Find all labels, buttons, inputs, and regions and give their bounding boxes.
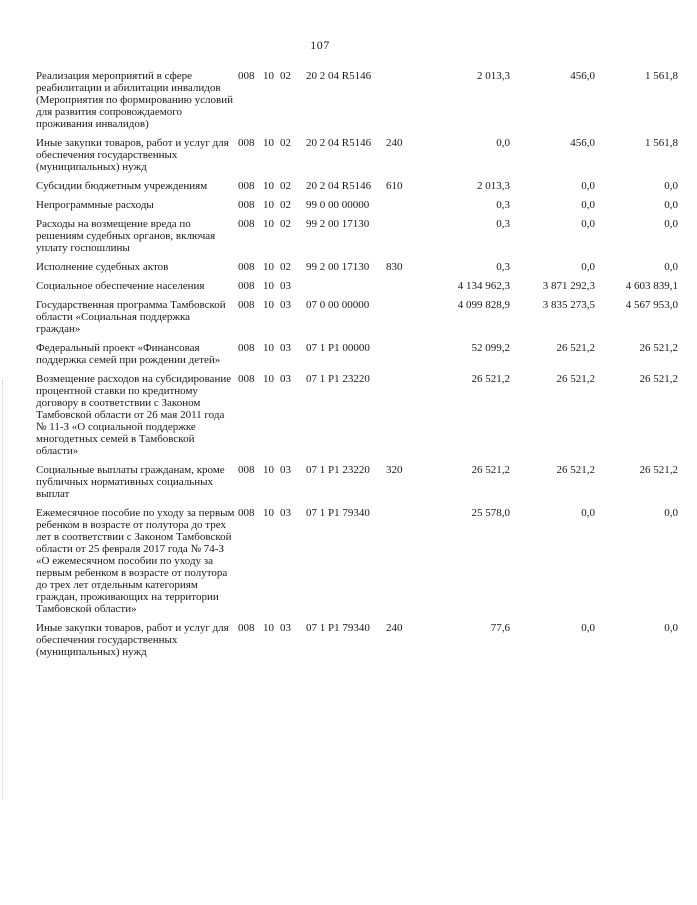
amount-year1-cell: 26 521,2 xyxy=(471,373,510,385)
amount-year3-cell: 0,0 xyxy=(664,261,678,273)
table-row xyxy=(0,180,697,199)
target-article-cell: 07 1 P1 79340 xyxy=(306,507,370,519)
amount-year1-cell: 0,3 xyxy=(496,218,510,230)
amount-year3-cell: 0,0 xyxy=(664,218,678,230)
section-code-cell: 10 xyxy=(263,70,274,82)
ministry-code-cell: 008 xyxy=(238,299,255,311)
row-name-cell: Непрограммные расходы xyxy=(36,199,154,211)
ministry-code-cell: 008 xyxy=(238,70,255,82)
amount-year1-cell: 4 134 962,3 xyxy=(457,280,510,292)
amount-year2-cell: 0,0 xyxy=(581,199,595,211)
section-code-cell: 10 xyxy=(263,180,274,192)
subsection-code-cell: 03 xyxy=(280,507,291,519)
expense-type-cell: 320 xyxy=(386,464,403,476)
expense-type-cell xyxy=(386,507,422,622)
target-article-cell: 07 1 P1 00000 xyxy=(306,342,370,354)
target-article-cell: 20 2 04 R5146 xyxy=(306,137,372,149)
amount-year2-cell: 0,0 xyxy=(581,622,595,634)
amount-year3-cell: 26 521,2 xyxy=(639,342,678,354)
amount-year2-cell: 456,0 xyxy=(570,137,595,149)
target-article-cell: 99 0 00 00000 xyxy=(306,199,370,211)
ministry-code-cell: 008 xyxy=(238,507,255,519)
row-name-cell: Расходы на возмещение вреда по решениям судебных органов, включая уплату госпошлины xyxy=(36,218,216,254)
row-name-cell: Субсидии бюджетным учреждениям xyxy=(36,180,208,192)
section-code-cell: 10 xyxy=(263,280,274,292)
target-article-cell: 20 2 04 R5146 xyxy=(306,180,372,192)
amount-year3-cell: 4 567 953,0 xyxy=(625,299,678,311)
budget-table-body xyxy=(0,70,697,665)
amount-year2-cell: 3 871 292,3 xyxy=(542,280,595,292)
target-article-cell: 99 2 00 17130 xyxy=(306,261,370,273)
budget-table xyxy=(0,70,697,665)
amount-year3-cell: 1 561,8 xyxy=(645,70,678,82)
expense-type-cell: 830 xyxy=(386,261,403,273)
target-article-cell: 07 0 00 00000 xyxy=(306,299,370,311)
table-row xyxy=(0,70,697,137)
expense-type-cell: 240 xyxy=(386,137,403,149)
row-name-cell: Иные закупки товаров, работ и услуг для обеспечения государственных (муниципальных) нужд xyxy=(36,137,229,173)
target-article-cell: 07 1 P1 79340 xyxy=(306,622,370,634)
amount-year1-cell: 2 013,3 xyxy=(477,70,510,82)
subsection-code-cell: 03 xyxy=(280,464,291,476)
amount-year2-cell: 0,0 xyxy=(581,261,595,273)
table-row xyxy=(0,507,697,622)
amount-year3-cell: 26 521,2 xyxy=(639,373,678,385)
ministry-code-cell: 008 xyxy=(238,218,255,230)
ministry-code-cell: 008 xyxy=(238,622,255,634)
expense-type-cell xyxy=(386,342,422,373)
section-code-cell: 10 xyxy=(263,137,274,149)
target-article-cell: 07 1 P1 23220 xyxy=(306,464,370,476)
amount-year1-cell: 52 099,2 xyxy=(471,342,510,354)
amount-year1-cell: 2 013,3 xyxy=(477,180,510,192)
section-code-cell: 10 xyxy=(263,507,274,519)
table-row xyxy=(0,199,697,218)
subsection-code-cell: 03 xyxy=(280,373,291,385)
table-row xyxy=(0,464,697,507)
amount-year1-cell: 77,6 xyxy=(490,622,510,634)
section-code-cell: 10 xyxy=(263,261,274,273)
amount-year2-cell: 456,0 xyxy=(570,70,595,82)
amount-year2-cell: 0,0 xyxy=(581,180,595,192)
amount-year3-cell: 1 561,8 xyxy=(645,137,678,149)
row-name-cell: Возмещение расходов на субсидирование процентной ставки по кредитному договору в соответствии с Законом Тамбовской области от 26 мая 2011 года № 11-З «О социальной поддержке многодетных семей в Тамбовской области» xyxy=(36,373,232,457)
row-name-cell: Социальные выплаты гражданам, кроме публичных нормативных социальных выплат xyxy=(36,464,225,500)
section-code-cell: 10 xyxy=(263,622,274,634)
table-row xyxy=(0,342,697,373)
ministry-code-cell: 008 xyxy=(238,261,255,273)
row-name-cell: Ежемесячное пособие по уходу за первым ребенком в возрасте от полутора до трех лет в соответствии с Законом Тамбовской области от 25 февраля 2017 года № 74-З «О ежемесячном пособии по уходу за первым ребенком в возрасте от полутора до трех лет отдельным категориям граждан, проживающих на территории Тамбовской области» xyxy=(36,507,235,615)
amount-year1-cell: 0,3 xyxy=(496,261,510,273)
row-name-cell: Иные закупки товаров, работ и услуг для обеспечения государственных (муниципальных) нужд xyxy=(36,622,229,658)
expense-type-cell xyxy=(386,280,422,299)
table-row xyxy=(0,261,697,280)
amount-year3-cell: 0,0 xyxy=(664,180,678,192)
amount-year2-cell: 26 521,2 xyxy=(556,373,595,385)
subsection-code-cell: 03 xyxy=(280,342,291,354)
row-name-cell: Социальное обеспечение населения xyxy=(36,280,205,292)
subsection-code-cell: 02 xyxy=(280,218,291,230)
target-article-cell: 20 2 04 R5146 xyxy=(306,70,372,82)
target-article-cell: 07 1 P1 23220 xyxy=(306,373,370,385)
amount-year2-cell: 0,0 xyxy=(581,507,595,519)
row-name-cell: Реализация мероприятий в сфере реабилитации и абилитации инвалидов (Мероприятия по формированию условий для развития сопровождаемого проживания инвалидов) xyxy=(36,70,233,130)
section-code-cell: 10 xyxy=(263,199,274,211)
amount-year2-cell: 3 835 273,5 xyxy=(542,299,595,311)
expense-type-cell xyxy=(386,373,422,464)
subsection-code-cell: 02 xyxy=(280,137,291,149)
page-number: 107 xyxy=(310,38,330,52)
amount-year1-cell: 0,3 xyxy=(496,199,510,211)
section-code-cell: 10 xyxy=(263,342,274,354)
table-row xyxy=(0,280,697,299)
target-article-cell xyxy=(306,280,386,299)
section-code-cell: 10 xyxy=(263,218,274,230)
ministry-code-cell: 008 xyxy=(238,137,255,149)
amount-year2-cell: 26 521,2 xyxy=(556,342,595,354)
expense-type-cell xyxy=(386,218,422,261)
subsection-code-cell: 03 xyxy=(280,299,291,311)
amount-year3-cell: 26 521,2 xyxy=(639,464,678,476)
row-name-cell: Федеральный проект «Финансовая поддержка семей при рождении детей» xyxy=(36,342,221,366)
expense-type-cell xyxy=(386,199,422,218)
amount-year3-cell: 0,0 xyxy=(664,622,678,634)
table-row xyxy=(0,299,697,342)
table-row xyxy=(0,373,697,464)
expense-type-cell: 240 xyxy=(386,622,403,634)
ministry-code-cell: 008 xyxy=(238,342,255,354)
target-article-cell: 99 2 00 17130 xyxy=(306,218,370,230)
amount-year1-cell: 0,0 xyxy=(496,137,510,149)
expense-type-cell xyxy=(386,299,422,342)
amount-year3-cell: 0,0 xyxy=(664,199,678,211)
amount-year1-cell: 4 099 828,9 xyxy=(457,299,510,311)
row-name-cell: Государственная программа Тамбовской области «Социальная поддержка граждан» xyxy=(36,299,226,335)
table-row xyxy=(0,218,697,261)
ministry-code-cell: 008 xyxy=(238,180,255,192)
subsection-code-cell: 03 xyxy=(280,622,291,634)
expense-type-cell: 610 xyxy=(386,180,403,192)
amount-year2-cell: 26 521,2 xyxy=(556,464,595,476)
amount-year3-cell: 0,0 xyxy=(664,507,678,519)
ministry-code-cell: 008 xyxy=(238,464,255,476)
ministry-code-cell: 008 xyxy=(238,280,255,292)
section-code-cell: 10 xyxy=(263,299,274,311)
amount-year1-cell: 25 578,0 xyxy=(471,507,510,519)
subsection-code-cell: 02 xyxy=(280,199,291,211)
amount-year1-cell: 26 521,2 xyxy=(471,464,510,476)
subsection-code-cell: 02 xyxy=(280,261,291,273)
section-code-cell: 10 xyxy=(263,464,274,476)
subsection-code-cell: 03 xyxy=(280,280,291,292)
table-row xyxy=(0,622,697,665)
row-name-cell: Исполнение судебных актов xyxy=(36,261,169,273)
table-row xyxy=(0,137,697,180)
ministry-code-cell: 008 xyxy=(238,199,255,211)
section-code-cell: 10 xyxy=(263,373,274,385)
ministry-code-cell: 008 xyxy=(238,373,255,385)
subsection-code-cell: 02 xyxy=(280,70,291,82)
expense-type-cell xyxy=(386,70,422,137)
amount-year2-cell: 0,0 xyxy=(581,218,595,230)
subsection-code-cell: 02 xyxy=(280,180,291,192)
amount-year3-cell: 4 603 839,1 xyxy=(625,280,678,292)
